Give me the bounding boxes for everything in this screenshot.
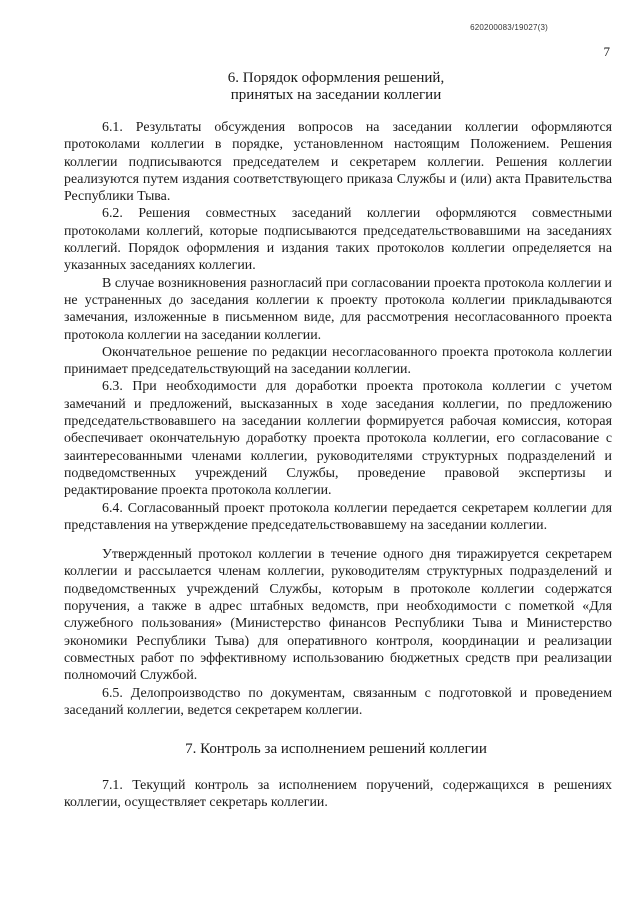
section-6-title-line2: принятых на заседании коллегии (230, 87, 442, 103)
section-7-body (64, 777, 612, 812)
paragraph-7-1: 7.1. Текущий контроль за исполнением поручений, содержащихся в решениях коллегии, осуществляет секретарь коллегии. (64, 778, 612, 811)
paragraph-approved-protocol: Утвержденный протокол коллегии в течение одного дня тиражируется секретарем коллегии и рассылается членам коллегии, руководителям структурных подразделений и подведомственных учреждений Службы, которым в протоколе коллегии содержатся поручения, а также в адрес штабных ведомств, при необходимости с пометкой «Для служебного пользования» (Министерство финансов Республики Тыва и Министерство экономики Республики Тыва) для оперативного контроля, координации и реализации совместных работ по эффективному использованию бюджетных средств при реализации полномочий Службой. (64, 547, 612, 684)
page-number: 7 (603, 44, 610, 59)
paragraph-final-decision: Окончательное решение по редакции несогласованного проекта протокола коллегии принимает председательствующий на заседании коллегии. (64, 344, 612, 378)
paragraph-6-4: 6.4. Согласованный проект протокола коллегии передается секретарем коллегии для представления на утверждение председательствовавшему на заседании коллегии. (64, 500, 612, 533)
paragraph-6-1: 6.1. Результаты обсуждения вопросов на заседании коллегии оформляются протоколами коллегии в порядке, установленном настоящим Положением. Решения коллегии подписываются председателем и секретарем коллегии. Решения коллегии реализуются путем издания соответствующего приказа Службы и (или) акта Правительства Республики Тыва. (64, 120, 612, 205)
paragraph-6-3: 6.3. При необходимости для доработки проекта протокола коллегии с учетом замечаний и предложений, высказанных в ходе заседания коллегии, по предложению председательствовавшего на заседании коллегии формируется рабочая комиссия, которая обеспечивает окончательную доработку проекта протокола коллегии, его согласование с заинтересованными членами коллегии, руководителями структурных подразделений и подведомственных учреждений Службы, проведение правовой экспертизы и редактирование проекта протокола коллегии. (64, 379, 612, 499)
document-id: 620200083/19027(3) (470, 23, 548, 32)
paragraph-disagreements: В случае возникновения разногласий при согласовании проекта протокола коллегии и не устраненных до заседания коллегии к проекту протокола коллегии прикладываются замечания, изложенные в письменном виде, для рассмотрения несогласованного проекта протокола коллегии на заседании коллегии. (64, 275, 612, 343)
section-7-title: 7. Контроль за исполнением решений коллегии (185, 741, 487, 757)
section-6-title (60, 70, 612, 104)
paragraph-6-2: 6.2. Решения совместных заседаний коллегии оформляются совместными протоколами коллегий, которые подписываются председательствовавшими на заседаниях коллегий. Порядок оформления и издания таких протоколов коллегии определяется на указанных заседаниях коллегии. (64, 206, 612, 274)
section-6-title-line1: 6. Порядок оформления решений, (227, 70, 445, 86)
paragraph-6-5: 6.5. Делопроизводство по документам, связанным с подготовкой и проведением заседаний коллегии, ведется секретарем коллегии. (64, 685, 612, 718)
section-6-body (64, 119, 612, 719)
